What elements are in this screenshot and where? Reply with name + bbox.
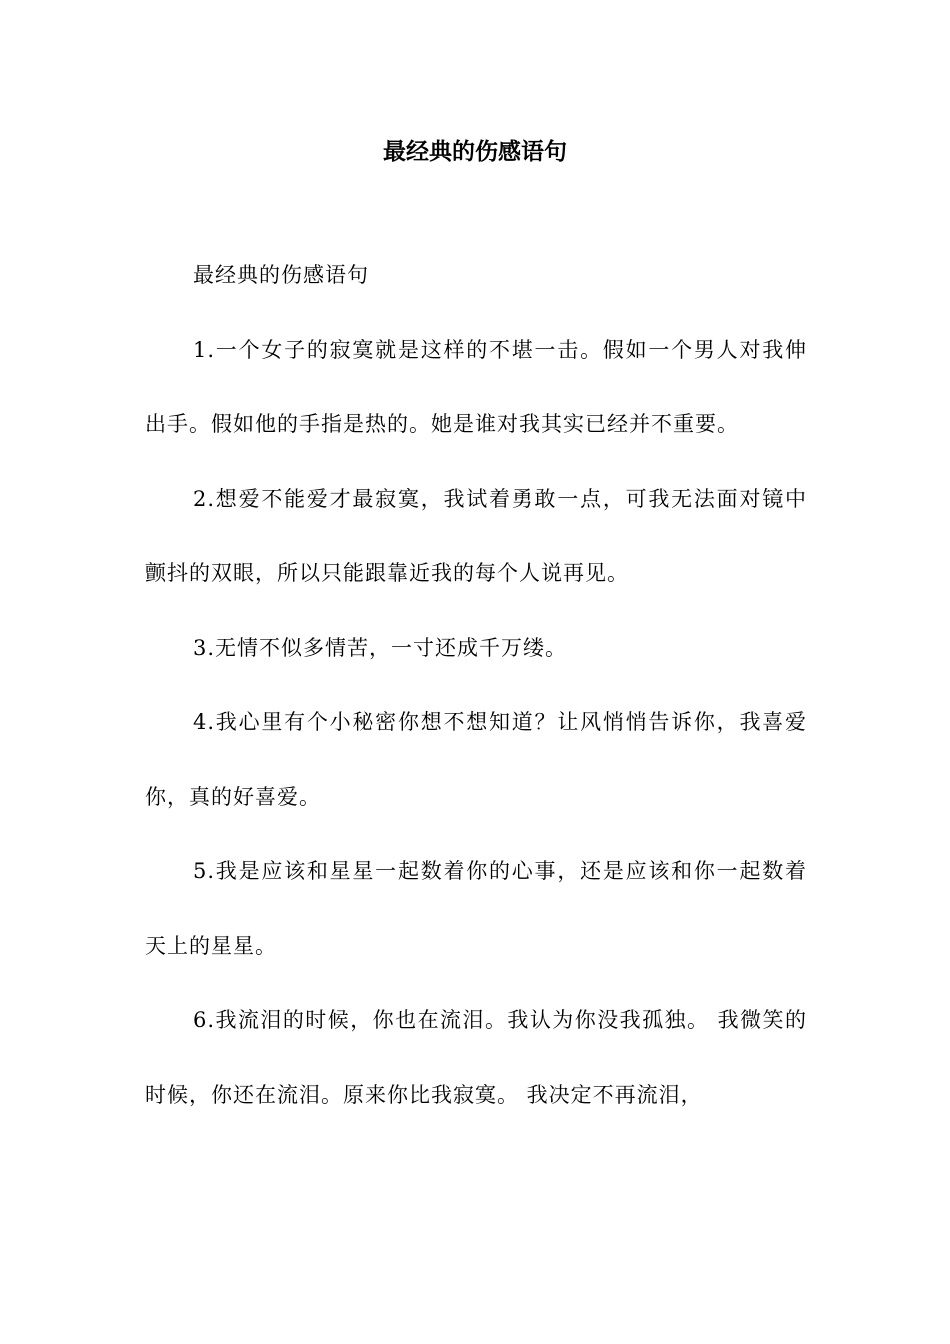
paragraph-3: 3.无情不似多情苦，一寸还成千万缕。 xyxy=(193,635,568,660)
paragraph-6: 6.我流泪的时候，你也在流泪。我认为你没我孤独。 我微笑的时候，你还在流泪。原来你比我寂寞。 我决定不再流泪， xyxy=(145,1008,807,1107)
paragraph-2: 2.想爱不能爱才最寂寞，我试着勇敢一点，可我无法面对镜中颤抖的双眼，所以只能跟靠近我的每个人说再见。 xyxy=(145,486,807,585)
paragraph-5: 5.我是应该和星星一起数着你的心事，还是应该和你一起数着天上的星星。 xyxy=(145,859,807,958)
document-body xyxy=(145,238,807,1132)
paragraph-1: 1.一个女子的寂寞就是这样的不堪一击。假如一个男人对我伸出手。假如他的手指是热的。她是谁对我其实已经并不重要。 xyxy=(145,337,807,436)
document-title: 最经典的伤感语句 xyxy=(383,139,567,165)
paragraph-4: 4.我心里有个小秘密你想不想知道？让风悄悄告诉你，我喜爱你，真的好喜爱。 xyxy=(145,710,807,809)
paragraph-heading: 最经典的伤感语句 xyxy=(193,263,369,287)
